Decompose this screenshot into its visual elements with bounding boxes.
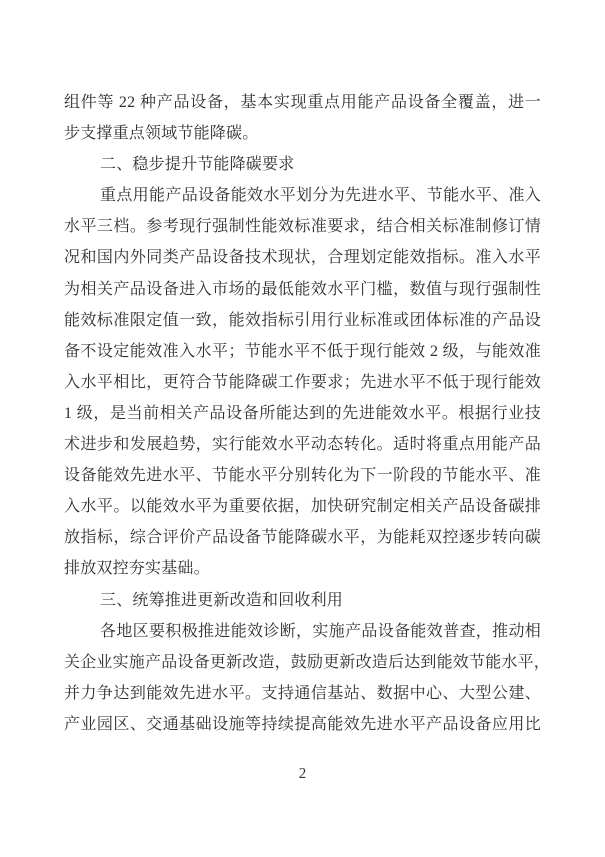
body-text-line: 重点用能产品设备能效水平划分为先进水平、节能水平、准入 xyxy=(100,187,541,205)
body-text-line: 1 级，是当前相关产品设备所能达到的先进能效水平。根据行业技 xyxy=(64,404,541,422)
body-text-line: 产业园区、交通基础设施等持续提高能效先进水平产品设备应用比 xyxy=(64,715,541,733)
body-text-line: 能效标准限定值一致，能效指标引用行业标准或团体标准的产品设 xyxy=(64,311,541,329)
body-text-line: 步支撑重点领域节能降碳。 xyxy=(64,125,259,143)
body-text-line: 水平三档。参考现行强制性能效标准要求，结合相关标准制修订情 xyxy=(64,218,541,236)
document-text-block xyxy=(64,87,551,740)
section-heading-2: 二、稳步提升节能降碳要求 xyxy=(100,156,295,174)
body-text-line: 入水平相比，更符合节能降碳工作要求；先进水平不低于现行能效 xyxy=(64,373,541,391)
page-number: 2 xyxy=(298,766,307,782)
body-text-line: 为相关产品设备进入市场的最低能效水平门槛，数值与现行强制性 xyxy=(64,280,541,298)
body-text-line: 并力争达到能效先进水平。支持通信基站、数据中心、大型公建、 xyxy=(64,684,541,702)
body-text-line: 各地区要积极推进能效诊断，实施产品设备能效普查，推动相 xyxy=(100,622,541,640)
body-text-line: 入水平。以能效水平为重要依据，加快研究制定相关产品设备碳排 xyxy=(64,498,541,516)
body-text-line: 关企业实施产品设备更新改造，鼓励更新改造后达到能效节能水平， xyxy=(64,653,551,671)
section-heading-3: 三、统筹推进更新改造和回收利用 xyxy=(100,591,344,609)
body-text-line: 况和国内外同类产品设备技术现状，合理划定能效指标。准入水平 xyxy=(64,249,541,267)
body-text-line: 备不设定能效准入水平；节能水平不低于现行能效 2 级，与能效准 xyxy=(64,342,541,360)
body-text-line: 排放双控夯实基础。 xyxy=(64,560,210,578)
body-text-line: 术进步和发展趋势，实行能效水平动态转化。适时将重点用能产品 xyxy=(64,436,541,454)
body-text-line: 设备能效先进水平、节能水平分别转化为下一阶段的节能水平、准 xyxy=(64,467,541,485)
body-text-line: 放指标，综合评价产品设备节能降碳水平，为能耗双控逐步转向碳 xyxy=(64,529,541,547)
body-text-line: 组件等 22 种产品设备，基本实现重点用能产品设备全覆盖，进一 xyxy=(64,94,541,111)
